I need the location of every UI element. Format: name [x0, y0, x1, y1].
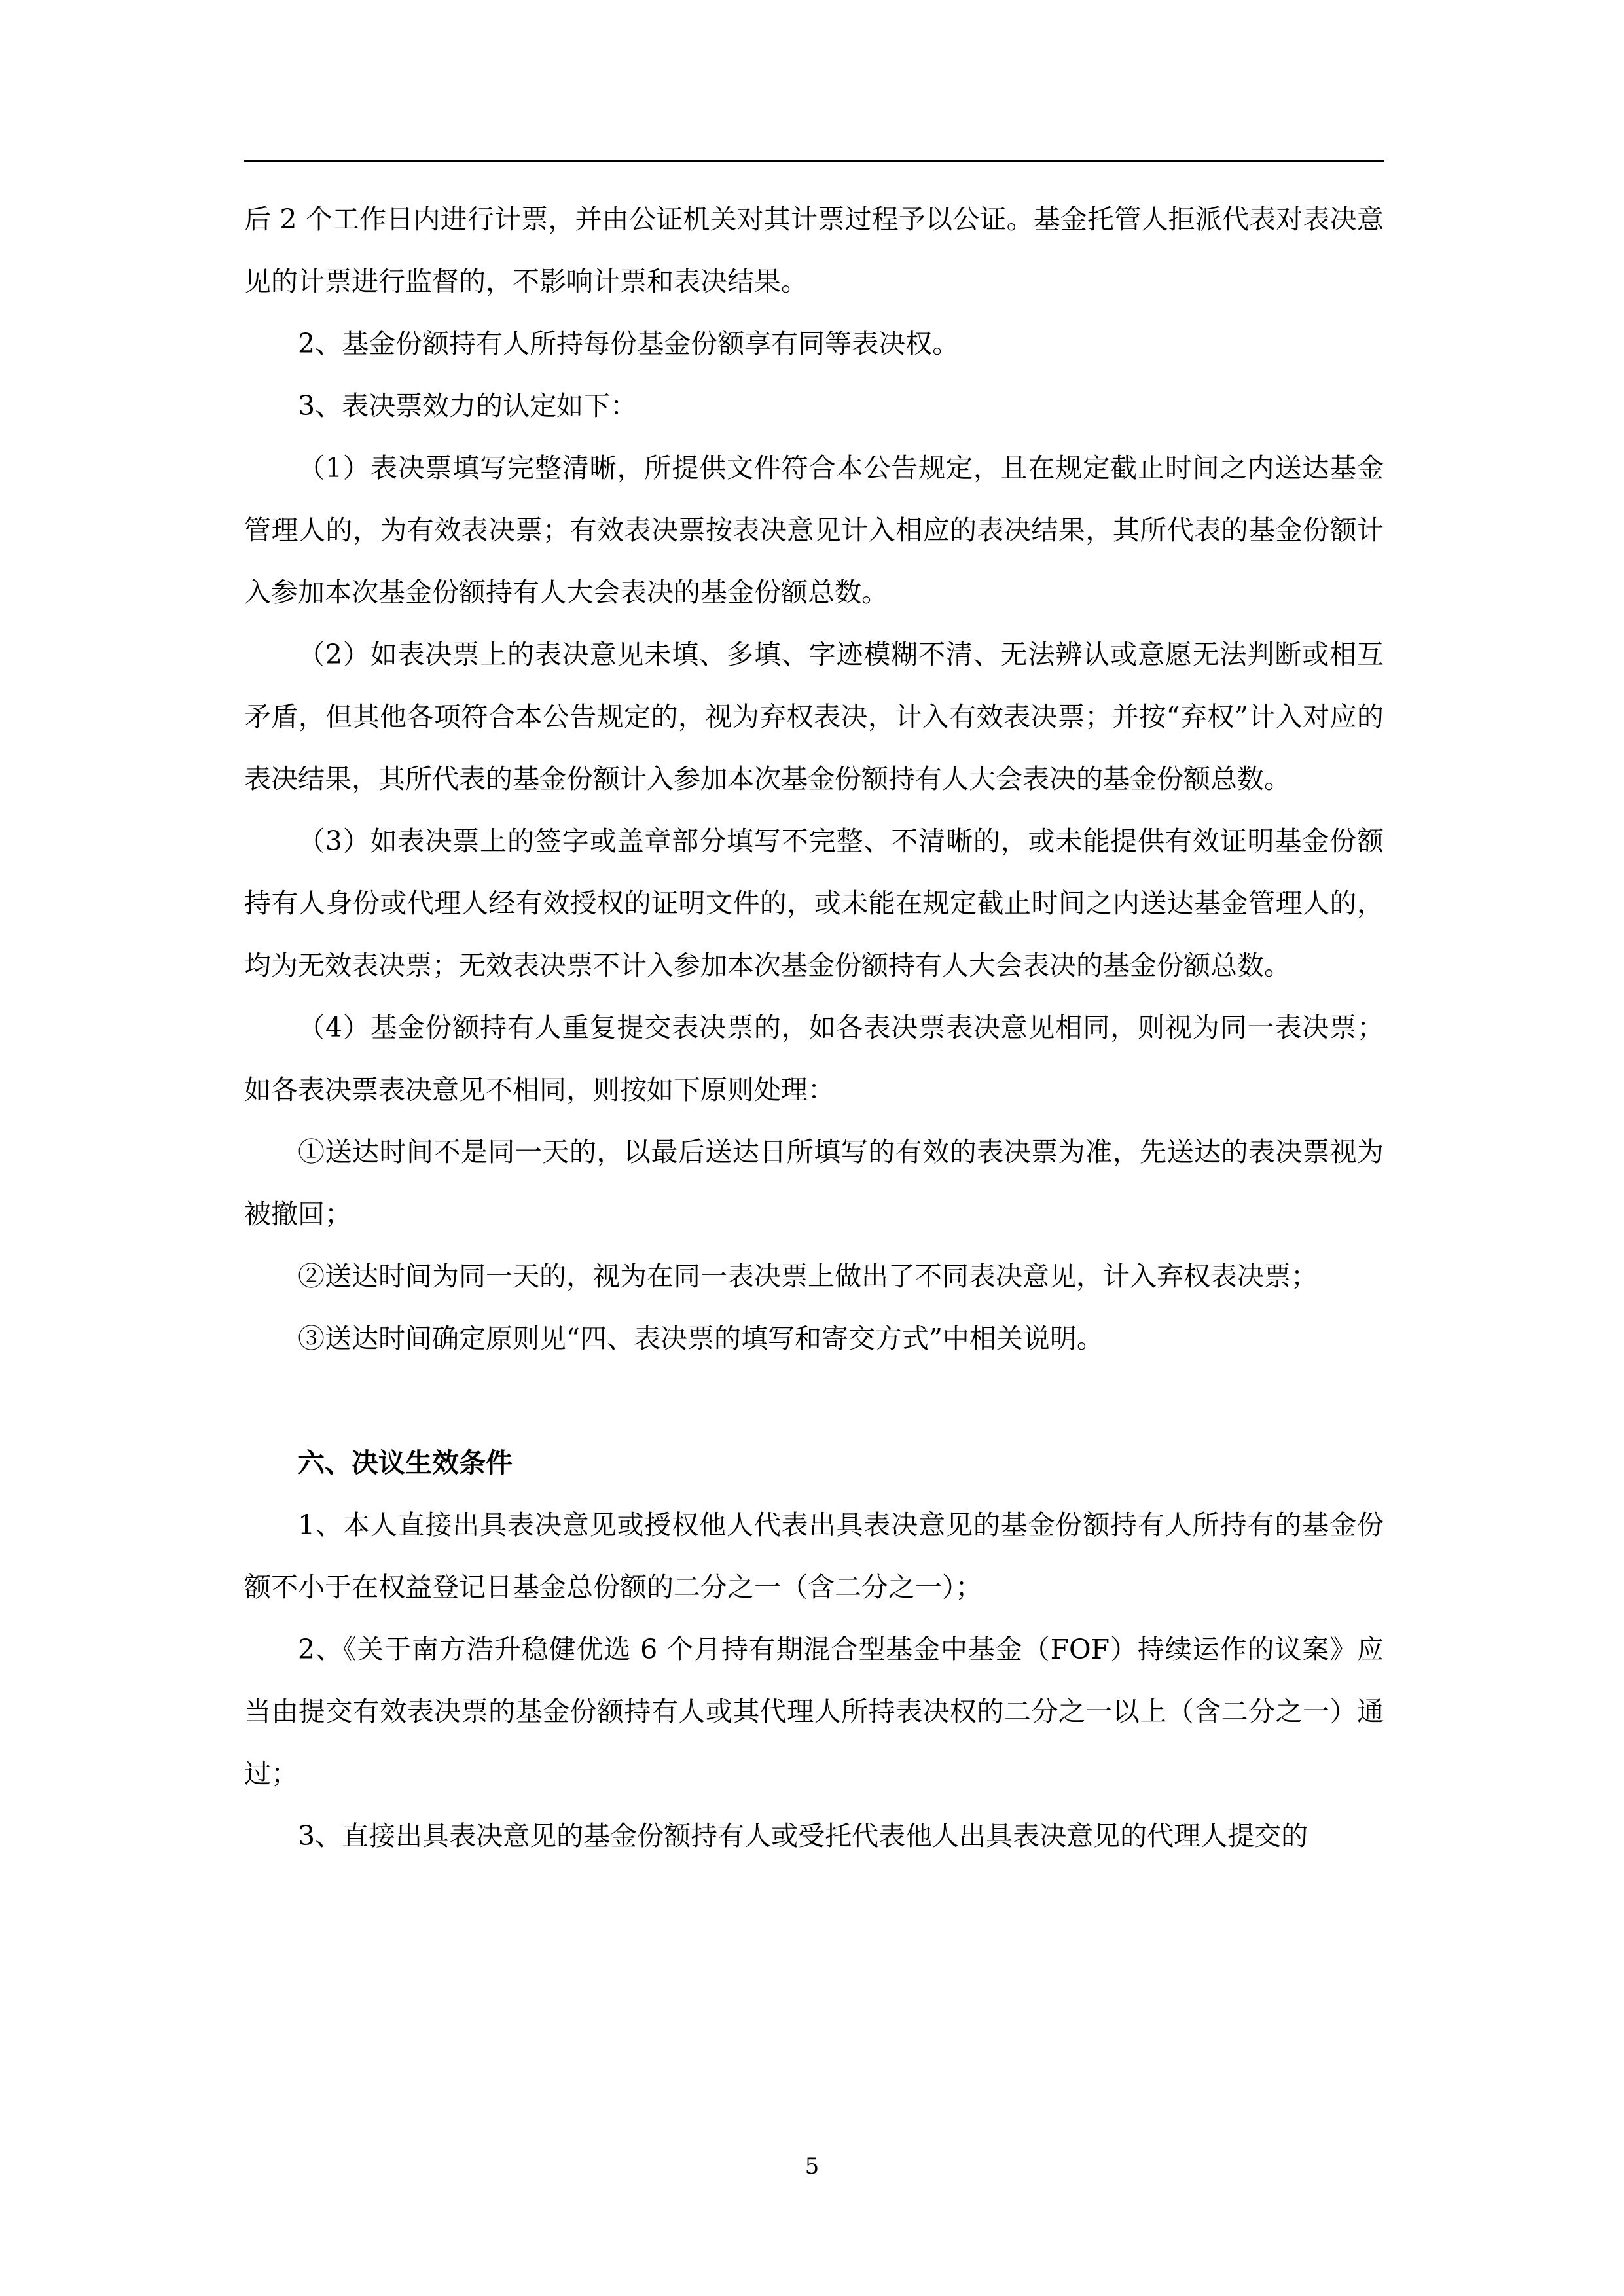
paragraph-condition-1: 1、本人直接出具表决意见或授权他人代表出具表决意见的基金份额持有人所持有的基金份额不小于在权益登记日基金总份额的二分之一（含二分之一）； [244, 1509, 1384, 1603]
paragraph-valid-ballot: （1）表决票填写完整清晰，所提供文件符合本公告规定，且在规定截止时间之内送达基金管理人的，为有效表决票；有效表决票按表决意见计入相应的表决结果，其所代表的基金份额计入参加本次基金份额持有人大会表决的基金份额总数。 [244, 452, 1384, 608]
paragraph-counting-continuation: 后 2 个工作日内进行计票，并由公证机关对其计票过程予以公证。基金托管人拒派代表对表决意见的计票进行监督的，不影响计票和表决结果。 [244, 204, 1384, 297]
list-item-different-days: ①送达时间不是同一天的，以最后送达日所填写的有效的表决票为准，先送达的表决票视为被撤回； [244, 1136, 1384, 1230]
paragraph-condition-3: 3、直接出具表决意见的基金份额持有人或受托代表他人出具表决意见的代理人提交的 [298, 1820, 1308, 1852]
section-heading-resolution-conditions: 六、决议生效条件 [298, 1447, 513, 1479]
document-body [244, 188, 1384, 1867]
page-number: 5 [804, 2153, 820, 2179]
paragraph-abstain-ballot: （2）如表决票上的表决意见未填、多填、字迹模糊不清、无法辨认或意愿无法判断或相互矛盾，但其他各项符合本公告规定的，视为弃权表决，计入有效表决票；并按“弃权”计入对应的表决结果，其所代表的基金份额计入参加本次基金份额持有人大会表决的基金份额总数。 [244, 639, 1384, 795]
paragraph-duplicate-ballot: （4）基金份额持有人重复提交表决票的，如各表决票表决意见相同，则视为同一表决票；如各表决票表决意见不相同，则按如下原则处理： [244, 1012, 1384, 1105]
list-item-same-day: ②送达时间为同一天的，视为在同一表决票上做出了不同表决意见，计入弃权表决票； [298, 1261, 1318, 1292]
paragraph-equal-voting-rights: 2、基金份额持有人所持每份基金份额享有同等表决权。 [298, 328, 960, 359]
paragraph-condition-2: 2、《关于南方浩升稳健优选 6 个月持有期混合型基金中基金（FOF）持续运作的议案》应当由提交有效表决票的基金份额持有人或其代理人所持表决权的二分之一以上（含二分之一）通过； [244, 1634, 1384, 1789]
paragraph-invalid-ballot: （3）如表决票上的签字或盖章部分填写不完整、不清晰的，或未能提供有效证明基金份额持有人身份或代理人经有效授权的证明文件的，或未能在规定截止时间之内送达基金管理人的，均为无效表决票；无效表决票不计入参加本次基金份额持有人大会表决的基金份额总数。 [244, 825, 1384, 981]
paragraph-ballot-validity-intro: 3、表决票效力的认定如下： [298, 390, 638, 422]
list-item-delivery-time: ③送达时间确定原则见“四、表决票的填写和寄交方式”中相关说明。 [298, 1323, 1104, 1354]
header-rule [244, 160, 1384, 162]
